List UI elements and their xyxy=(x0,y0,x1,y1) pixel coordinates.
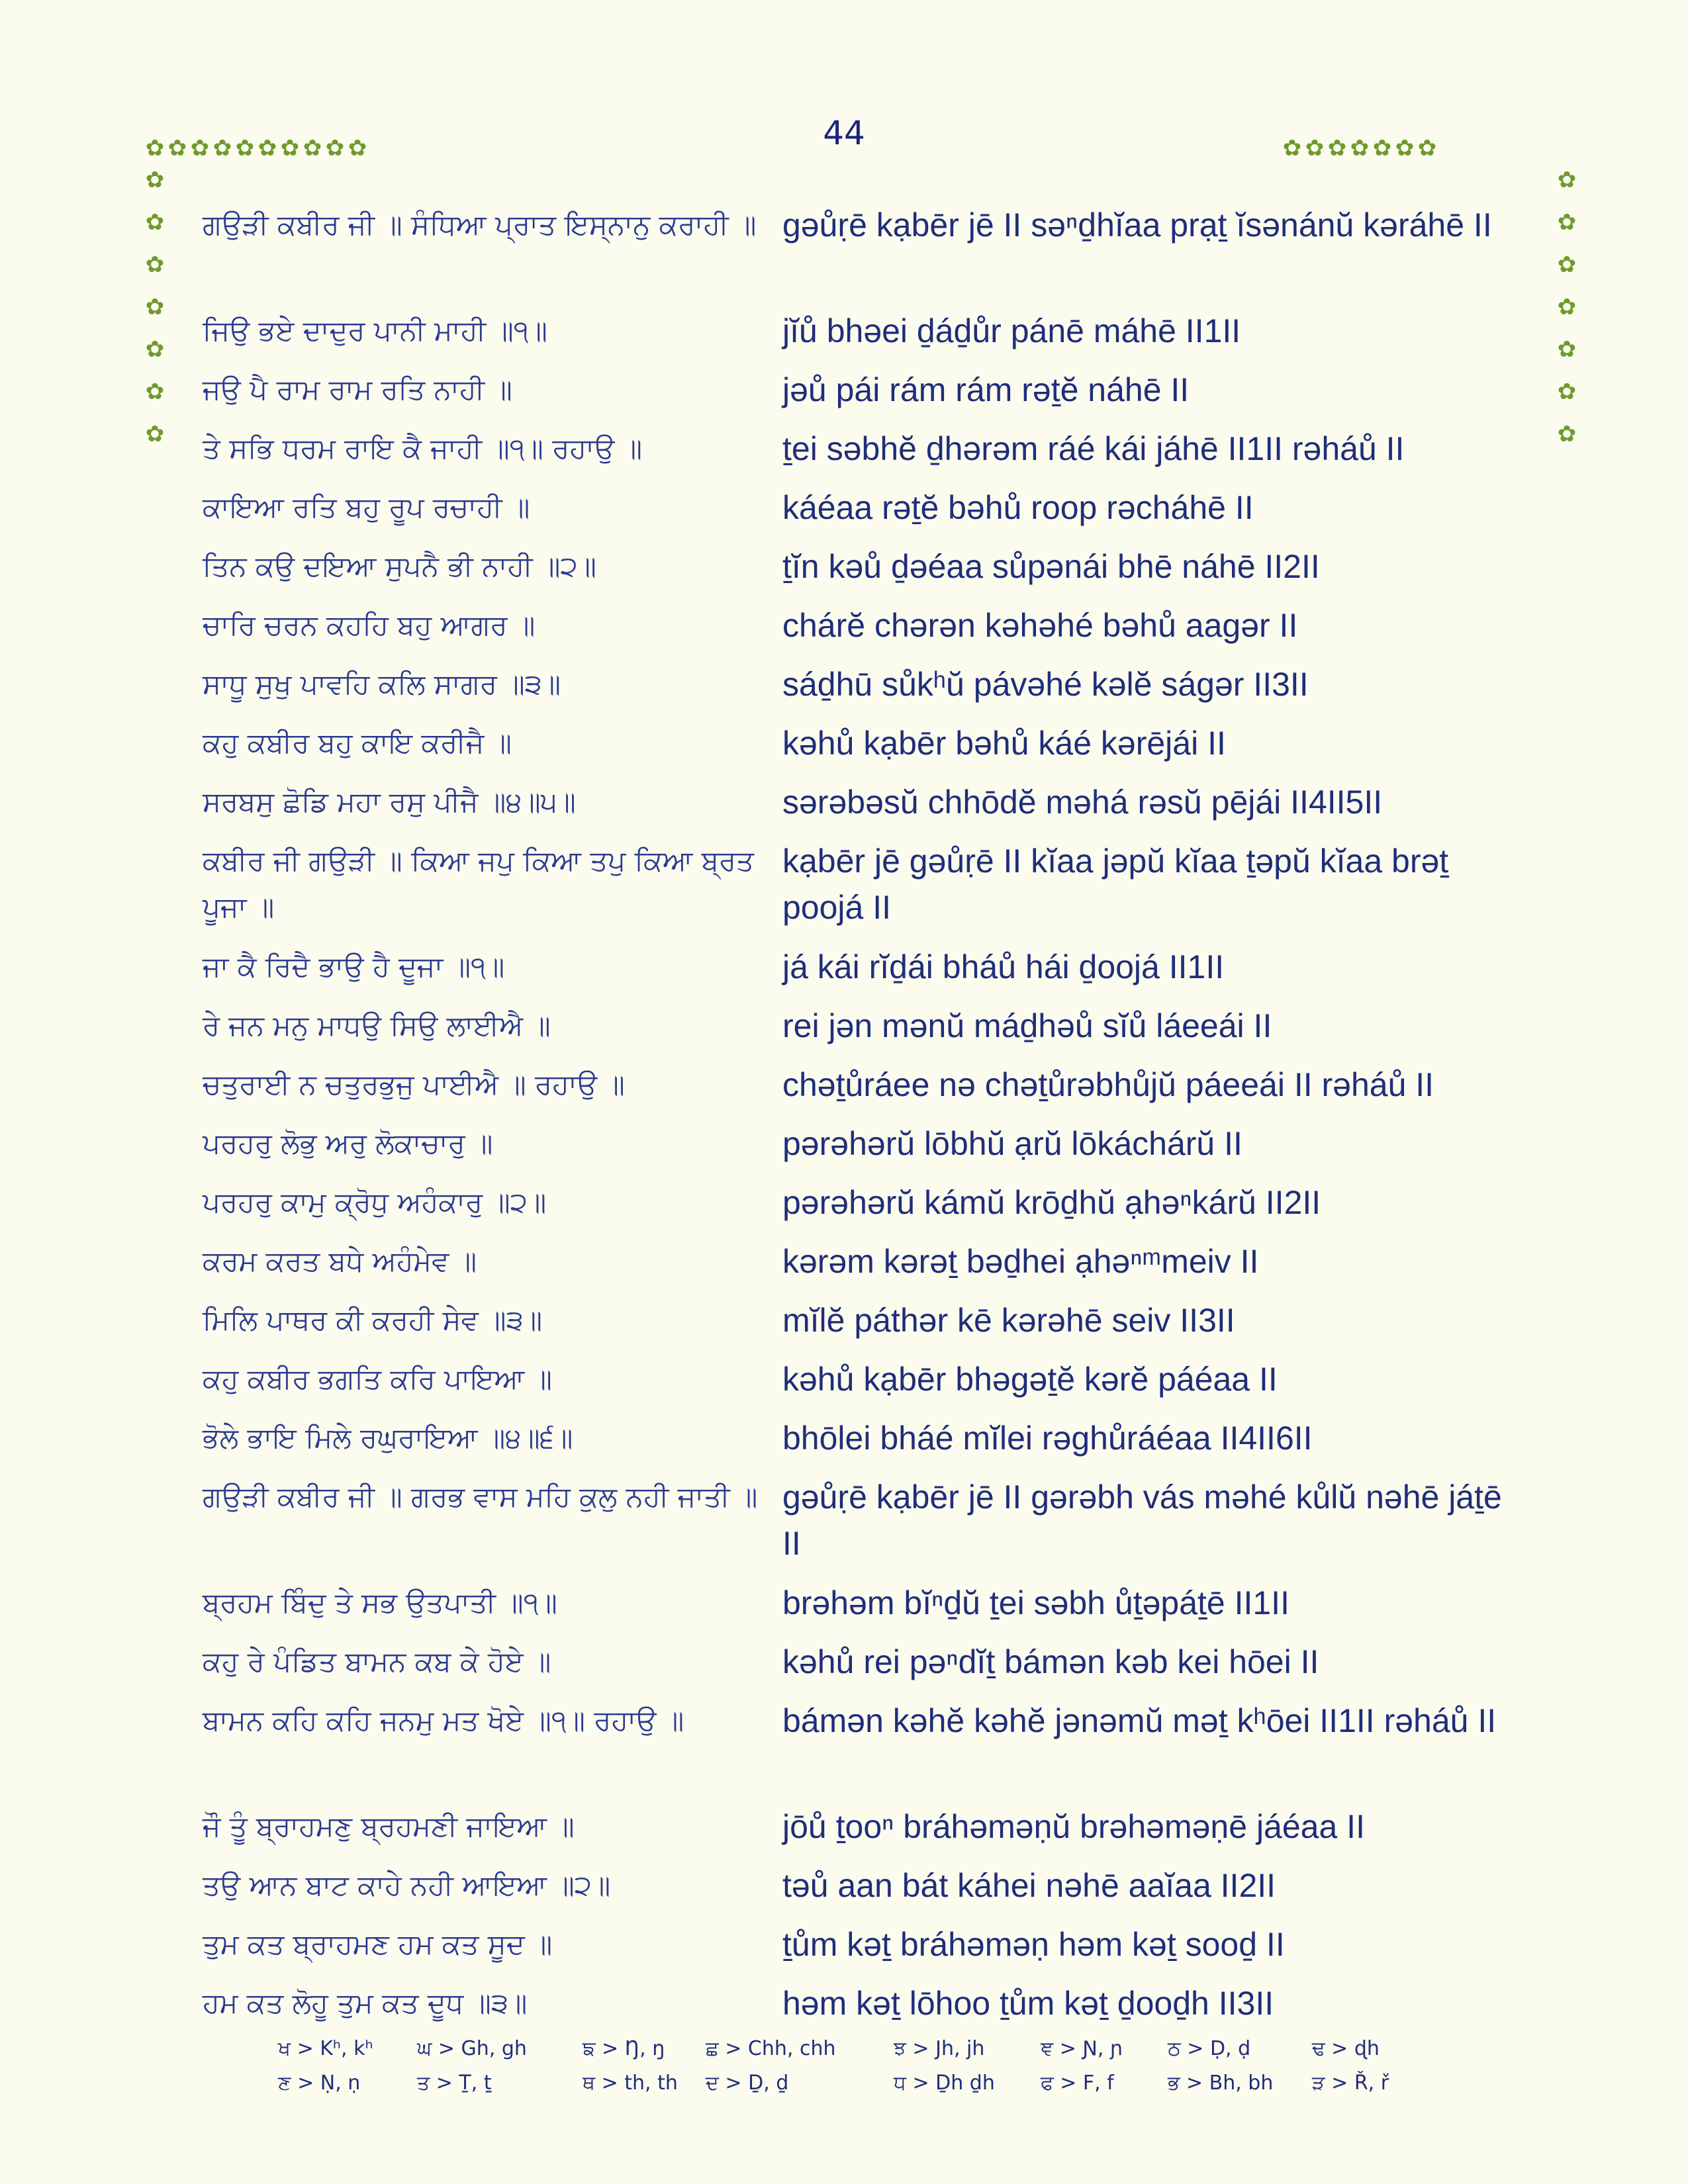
key-gurmukhi: ਥ xyxy=(583,2071,596,2095)
key-gurmukhi: ਧ xyxy=(894,2071,906,2095)
key-separator: > xyxy=(291,2037,320,2060)
flower-ornament: ✿ xyxy=(145,336,165,363)
flower-ornament: ✿ xyxy=(1282,135,1302,161)
key-gurmukhi: ਞ xyxy=(1041,2037,1054,2060)
key-latin: Jh, jh xyxy=(935,2037,985,2060)
transliteration: jōů ṯooⁿ bráhəməṇŭ brəhəməṇē jáéaa II xyxy=(782,1808,1365,1845)
transliteration: ṯei səbhĕ ḏhərəm ráé kái jáhē II1II rəháů II xyxy=(782,430,1405,467)
transliteration: já kái rĭḏái bháů hái ḏoojá II1II xyxy=(782,948,1225,985)
transliteration: brəhəm bĭⁿḏŭ ṯei səbh ůṯəpáṯē II1II xyxy=(782,1584,1289,1621)
key-latin: Ṇ, ṇ xyxy=(320,2071,361,2095)
key-gurmukhi: ਛ xyxy=(706,2037,719,2060)
key-latin: Ḏ, ḏ xyxy=(748,2071,789,2095)
flower-ornament: ✿ xyxy=(145,135,165,161)
flower-ornament: ✿ xyxy=(1372,135,1392,161)
key-latin: Ŋ, ŋ xyxy=(624,2037,665,2060)
key-gurmukhi: ਖ xyxy=(278,2037,291,2060)
gurmukhi-verse: ਕਹੁ ਰੇ ਪੰਡਿਤ ਬਾਮਨ ਕਬ ਕੇ ਹੋਏ ॥ xyxy=(203,1645,551,1678)
key-entry xyxy=(706,2071,788,2095)
key-entry xyxy=(894,2071,995,2095)
flower-ornament: ✿ xyxy=(1557,167,1577,193)
key-gurmukhi: ਭ xyxy=(1168,2071,1180,2095)
key-separator: > xyxy=(718,2037,748,2060)
transliteration: jəů pái rám rám rəṯĕ náhē II xyxy=(782,371,1190,408)
transliteration: gəůṛē kạbēr jē II gərəbh vás məhé kůlŭ nəhē jáṯē II xyxy=(782,1479,1502,1562)
gurmukhi-verse: ਬਾਮਨ ਕਹਿ ਕਹਿ ਜਨਮੁ ਮਤ ਖੋਏ ॥੧॥ ਰਹਾਉ ॥ xyxy=(203,1704,684,1737)
gurmukhi-verse: ਬ੍ਰਹਮ ਬਿੰਦੁ ਤੇ ਸਭ ਉਤਪਾਤੀ ॥੧॥ xyxy=(203,1586,557,1619)
flower-ornament: ✿ xyxy=(145,167,165,193)
gurmukhi-verse: ਚਾਰਿ ਚਰਨ ਕਹਹਿ ਬਹੁ ਆਗਰ ॥ xyxy=(203,609,536,641)
key-separator: > xyxy=(1180,2037,1210,2060)
transliteration: bhōlei bháé mĭlei rəghůráéaa II4II6II xyxy=(782,1420,1313,1457)
key-entry xyxy=(1041,2071,1114,2095)
key-gurmukhi: ਘ xyxy=(417,2037,432,2060)
key-latin: Ḏh ḏh xyxy=(935,2071,995,2095)
gurmukhi-verse: ਸਰਬਸੁ ਛੋਡਿ ਮਹਾ ਰਸੁ ਪੀਜੈ ॥੪॥੫॥ xyxy=(203,786,576,818)
gurmukhi-verse: ਜਿਉ ਭਏ ਦਾਦੁਰ ਪਾਨੀ ਮਾਹੀ ॥੧॥ xyxy=(203,314,547,347)
gurmukhi-verse: ਕਾਇਆ ਰਤਿ ਬਹੁ ਰੂਪ ਰਚਾਹੀ ॥ xyxy=(203,491,530,523)
flower-ornament: ✿ xyxy=(325,135,345,161)
key-latin: th, th xyxy=(624,2071,678,2095)
page-number: 44 xyxy=(823,114,865,152)
key-gurmukhi: ਙ xyxy=(583,2037,596,2060)
key-separator: > xyxy=(432,2037,461,2060)
gurmukhi-verse: ਪਰਹਰੁ ਕਾਮੁ ਕ੍ਰੋਧੁ ਅਹੰਕਾਰੁ ॥੨॥ xyxy=(203,1186,547,1218)
flower-ornament: ✿ xyxy=(167,135,187,161)
flower-ornament: ✿ xyxy=(145,251,165,278)
transliteration: gəůṛē kạbēr jē II səⁿḏhĭaa prạṯ ĭsənánŭ kəráhē II xyxy=(782,206,1492,244)
gurmukhi-verse: ਚਤੁਰਾਈ ਨ ਚਤੁਰਭੁਜੁ ਪਾਈਐ ॥ ਰਹਾਉ ॥ xyxy=(203,1068,625,1101)
gurmukhi-verse: ਕਰਮ ਕਰਤ ਬਧੇ ਅਹੰਮੇਵ ॥ xyxy=(203,1245,477,1277)
key-gurmukhi: ਣ xyxy=(278,2071,291,2095)
key-gurmukhi: ਤ xyxy=(417,2071,430,2095)
gurmukhi-verse: ਤੇ ਸਭਿ ਧਰਮ ਰਾਇ ਕੈ ਜਾਹੀ ॥੧॥ ਰਹਾਉ ॥ xyxy=(203,432,643,465)
key-separator: > xyxy=(906,2071,936,2095)
flower-ornament: ✿ xyxy=(1557,294,1577,320)
flower-ornament: ✿ xyxy=(280,135,300,161)
key-separator: > xyxy=(1325,2037,1354,2060)
flower-ornament: ✿ xyxy=(212,135,232,161)
gurmukhi-verse: ਹਮ ਕਤ ਲੋਹੂ ਤੁਮ ਕਤ ਦੂਧ ॥੩॥ xyxy=(203,1987,528,2019)
gurmukhi-verse: ਭੋਲੇ ਭਾਇ ਮਿਲੇ ਰਘੁਰਾਇਆ ॥੪॥੬॥ xyxy=(203,1422,573,1454)
key-separator: > xyxy=(1053,2037,1083,2060)
gurmukhi-verse: ਰੇ ਜਨ ਮਨੁ ਮਾਧਉ ਸਿਉ ਲਾਈਐ ॥ xyxy=(203,1009,551,1042)
key-entry xyxy=(1312,2071,1389,2095)
key-entry xyxy=(1168,2037,1250,2060)
flower-ornament: ✿ xyxy=(258,135,277,161)
transliteration: chárĕ chərən kəhəhé bəhů aagər II xyxy=(782,607,1298,644)
key-separator: > xyxy=(291,2071,320,2095)
transliteration: sərəbəsŭ chhōdĕ məhá rəsŭ pējái II4II5II xyxy=(782,784,1383,821)
key-latin: Chh, chh xyxy=(747,2037,836,2060)
key-entry xyxy=(583,2071,678,2095)
transliteration: bámən kəhĕ kəhĕ jənəmŭ məṯ kʰōei II1II rəháů II xyxy=(782,1702,1497,1739)
key-separator: > xyxy=(1053,2071,1083,2095)
gurmukhi-verse: ਪਰਹਰੁ ਲੋਭੁ ਅਰੁ ਲੋਕਾਚਾਰੁ ॥ xyxy=(203,1127,493,1160)
flower-ornament: ✿ xyxy=(1327,135,1347,161)
flower-ornament: ✿ xyxy=(348,135,367,161)
key-entry xyxy=(1312,2037,1380,2060)
key-entry xyxy=(1168,2071,1273,2095)
gurmukhi-verse: ਗਉੜੀ ਕਬੀਰ ਜੀ ॥ ਸੰਧਿਆ ਪ੍ਰਾਤ ਇਸ੍ਨਾਨੁ ਕਰਾਹੀ ॥ xyxy=(203,208,757,241)
transliteration: rei jən mənŭ máḏhəů sĭů láeeái II xyxy=(782,1007,1272,1044)
key-separator: > xyxy=(718,2071,749,2095)
gurmukhi-verse: ਗਉੜੀ ਕਬੀਰ ਜੀ ॥ ਗਰਭ ਵਾਸ ਮਹਿ ਕੁਲੁ ਨਹੀ ਜਾਤੀ ॥ xyxy=(203,1480,758,1513)
gurmukhi-verse: ਤਉ ਆਨ ਬਾਟ ਕਾਹੇ ਨਹੀ ਆਇਆ ॥੨॥ xyxy=(203,1869,611,1901)
flower-ornament: ✿ xyxy=(145,379,165,405)
transliteration: kəhů kạbēr bəhů káé kərējái II xyxy=(782,725,1226,762)
key-separator: > xyxy=(1325,2071,1354,2095)
key-gurmukhi: ਠ xyxy=(1168,2037,1181,2060)
gurmukhi-verse: ਜਉ ਪੈ ਰਾਮ ਰਾਮ ਰਤਿ ਨਾਹੀ ॥ xyxy=(203,373,512,406)
key-separator: > xyxy=(906,2037,936,2060)
transliteration: kạbēr jē gəůṛē II kĭaa jəpŭ kĭaa ṯəpŭ kĭaa brəṯ poojá II xyxy=(782,842,1449,926)
transliteration: kərəm kərəṯ bəḏhei ạhəⁿᵐmeiv II xyxy=(782,1243,1259,1280)
key-entry xyxy=(278,2037,373,2060)
transliteration: həm kəṯ lōhoo ṯům kəṯ ḏooḏh II3II xyxy=(782,1985,1274,2022)
key-latin: Ɲ, ɲ xyxy=(1082,2037,1123,2060)
flower-ornament: ✿ xyxy=(145,294,165,320)
flower-ornament: ✿ xyxy=(1417,135,1437,161)
key-separator: > xyxy=(1180,2071,1209,2095)
key-latin: Ḍ, ḍ xyxy=(1209,2037,1251,2060)
key-gurmukhi: ਢ xyxy=(1312,2037,1325,2060)
flower-ornament: ✿ xyxy=(1557,421,1577,447)
key-entry xyxy=(417,2071,492,2095)
flower-ornament: ✿ xyxy=(1305,135,1325,161)
flower-ornament: ✿ xyxy=(1557,336,1577,363)
gurmukhi-verse: ਜਾ ਕੈ ਰਿਦੈ ਭਾਉ ਹੈ ਦੂਜਾ ॥੧॥ xyxy=(203,950,505,983)
transliteration: káéaa rəṯĕ bəhů roop rəcháhē II xyxy=(782,489,1254,526)
key-latin: ɖh xyxy=(1354,2037,1380,2060)
key-latin: Ř, ř xyxy=(1354,2071,1389,2095)
gurmukhi-verse: ਮਿਲਿ ਪਾਥਰ ਕੀ ਕਰਹੀ ਸੇਵ ॥੩॥ xyxy=(203,1304,543,1336)
flower-ornament: ✿ xyxy=(1350,135,1370,161)
transliteration: ṯům kəṯ bráhəməṇ həm kəṯ sooḏ II xyxy=(782,1926,1285,1963)
key-entry xyxy=(1041,2037,1123,2060)
transliteration: təů aan bát káhei nəhē aaĭaa II2II xyxy=(782,1867,1276,1904)
gurmukhi-verse: ਕਹੁ ਕਬੀਰ ਬਹੁ ਕਾਇ ਕਰੀਜੈ ॥ xyxy=(203,727,512,759)
key-latin: Ṯ, ṯ xyxy=(459,2071,492,2095)
key-separator: > xyxy=(595,2071,625,2095)
transliteration: sáḏhū sůkʰŭ pávəhé kəlĕ ságər II3II xyxy=(782,666,1309,703)
transliteration: ṯĭn kəů ḏəéaa sůpənái bhē náhē II2II xyxy=(782,548,1320,585)
flower-ornament: ✿ xyxy=(303,135,322,161)
key-gurmukhi: ੜ xyxy=(1312,2071,1325,2095)
transliteration: pərəhərŭ kámŭ krōḏhŭ ạhəⁿkárŭ II2II xyxy=(782,1184,1321,1221)
gurmukhi-verse: ਸਾਧੂ ਸੁਖੁ ਪਾਵਹਿ ਕਲਿ ਸਾਗਰ ॥੩॥ xyxy=(203,668,561,700)
transliteration: mĭlĕ páthər kē kərəhē seiv II3II xyxy=(782,1302,1235,1339)
transliteration: chəṯůráee nə chəṯůrəbhůjŭ páeeái II rəháů II xyxy=(782,1066,1434,1103)
key-entry xyxy=(417,2037,527,2060)
gurmukhi-verse: ਕਹੁ ਕਬੀਰ ਭਗਤਿ ਕਰਿ ਪਾਇਆ ॥ xyxy=(203,1363,552,1395)
flower-ornament: ✿ xyxy=(1557,251,1577,278)
flower-ornament: ✿ xyxy=(190,135,210,161)
transliteration: pərəhərŭ lōbhŭ ạrŭ lōkáchárŭ II xyxy=(782,1125,1243,1162)
flower-ornament: ✿ xyxy=(1557,379,1577,405)
gurmukhi-verse: ਤਿਨ ਕਉ ਦਇਆ ਸੁਪਨੈ ਭੀ ਨਾਹੀ ॥੨॥ xyxy=(203,550,596,582)
flower-ornament: ✿ xyxy=(145,209,165,236)
key-latin: Kʰ, kʰ xyxy=(320,2037,373,2060)
transliteration: jĭů bhəei ḏáḏůr pánē máhē II1II xyxy=(782,312,1241,349)
key-separator: > xyxy=(595,2037,625,2060)
transliteration: kəhů rei pəⁿdĭṯ bámən kəb kei hōei II xyxy=(782,1643,1319,1680)
key-latin: F, f xyxy=(1082,2071,1114,2095)
flower-ornament: ✿ xyxy=(145,421,165,447)
flower-ornament: ✿ xyxy=(1395,135,1415,161)
key-gurmukhi: ਝ xyxy=(894,2037,906,2060)
key-gurmukhi: ਫ xyxy=(1041,2071,1054,2095)
key-entry xyxy=(278,2071,360,2095)
flower-ornament: ✿ xyxy=(1557,209,1577,236)
flower-ornament: ✿ xyxy=(235,135,255,161)
key-entry xyxy=(706,2037,835,2060)
key-latin: Gh, gh xyxy=(461,2037,527,2060)
key-entry xyxy=(894,2037,984,2060)
transliteration: kəhů kạbēr bhəgəṯĕ kərĕ páéaa II xyxy=(782,1361,1278,1398)
key-separator: > xyxy=(430,2071,459,2095)
gurmukhi-verse: ਜੌ ਤੂੰ ਬ੍ਰਾਹਮਣੁ ਬ੍ਰਹਮਣੀ ਜਾਇਆ ॥ xyxy=(203,1810,575,1843)
key-latin: Bh, bh xyxy=(1209,2071,1274,2095)
gurmukhi-verse: ਕਬੀਰ ਜੀ ਗਉੜੀ ॥ ਕਿਆ ਜਪੁ ਕਿਆ ਤਪੁ ਕਿਆ ਬ੍ਰਤ ਪੂਜਾ ॥ xyxy=(203,844,754,923)
key-gurmukhi: ਦ xyxy=(706,2071,719,2095)
key-entry xyxy=(583,2037,665,2060)
gurmukhi-verse: ਤੁਮ ਕਤ ਬ੍ਰਾਹਮਣ ਹਮ ਕਤ ਸੂਦ ॥ xyxy=(203,1928,553,1960)
